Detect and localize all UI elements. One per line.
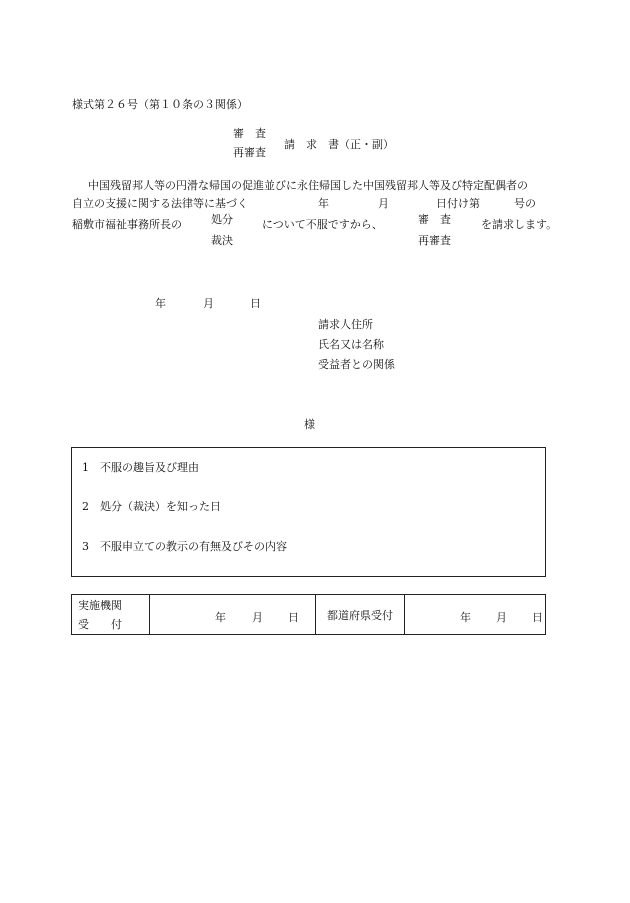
title-option-rereview: 再審査 <box>233 146 266 159</box>
addressee-honorific: 様 <box>304 418 315 431</box>
pref-day: 日 <box>532 611 543 624</box>
item-reason: 1 不服の趣旨及び理由 <box>82 461 199 474</box>
agency-day: 日 <box>288 611 299 624</box>
body-line-3-prefix: 稲敷市福祉事務所長の <box>72 218 182 231</box>
body-number-suffix: 号の <box>514 197 536 210</box>
ruling-option: 裁決 <box>211 234 233 247</box>
claimant-address-label: 請求人住所 <box>318 318 373 331</box>
body-year: 年 <box>318 197 329 210</box>
rereview-option: 再審査 <box>418 234 451 247</box>
date-year: 年 <box>155 297 166 310</box>
body-month: 月 <box>378 197 389 210</box>
claimant-relation-label: 受益者との関係 <box>318 358 395 371</box>
disposal-option: 処分 <box>211 213 233 226</box>
agency-receipt-label <box>72 595 150 635</box>
receipt-table <box>71 594 546 635</box>
body-line-2-prefix: 自立の支援に関する法律等に基づく <box>72 197 248 210</box>
agency-label-line-1: 実施機関 <box>78 598 122 612</box>
item-date-known: 2 処分（裁決）を知った日 <box>82 500 221 513</box>
page-title: 請 求 書（正・副） <box>284 138 394 151</box>
title-option-review: 審 査 <box>233 127 266 140</box>
agency-month: 月 <box>252 611 263 624</box>
body-middle-text: について不服ですから、 <box>262 218 383 231</box>
items-box <box>71 447 546 577</box>
prefecture-receipt-label: 都道府県受付 <box>316 595 405 635</box>
body-line-1: 中国残留邦人等の円滑な帰国の促進並びに永住帰国した中国残留邦人等及び特定配偶者の <box>88 179 528 192</box>
agency-year: 年 <box>215 611 226 624</box>
pref-month: 月 <box>496 611 507 624</box>
claimant-name-label: 氏名又は名称 <box>318 338 384 351</box>
body-date-suffix: 日付け第 <box>436 197 480 210</box>
body-closing: を請求します。 <box>481 218 558 231</box>
agency-receipt-date <box>150 595 316 635</box>
item-instruction: 3 不服申立ての教示の有無及びその内容 <box>82 540 287 553</box>
date-month: 月 <box>203 297 214 310</box>
form-number: 様式第２６号（第１０条の３関係） <box>72 98 248 111</box>
date-day: 日 <box>250 297 261 310</box>
prefecture-receipt-date <box>405 595 546 635</box>
pref-year: 年 <box>460 611 471 624</box>
agency-label-line-2: 受 付 <box>78 617 122 631</box>
review-option: 審 査 <box>418 213 451 226</box>
